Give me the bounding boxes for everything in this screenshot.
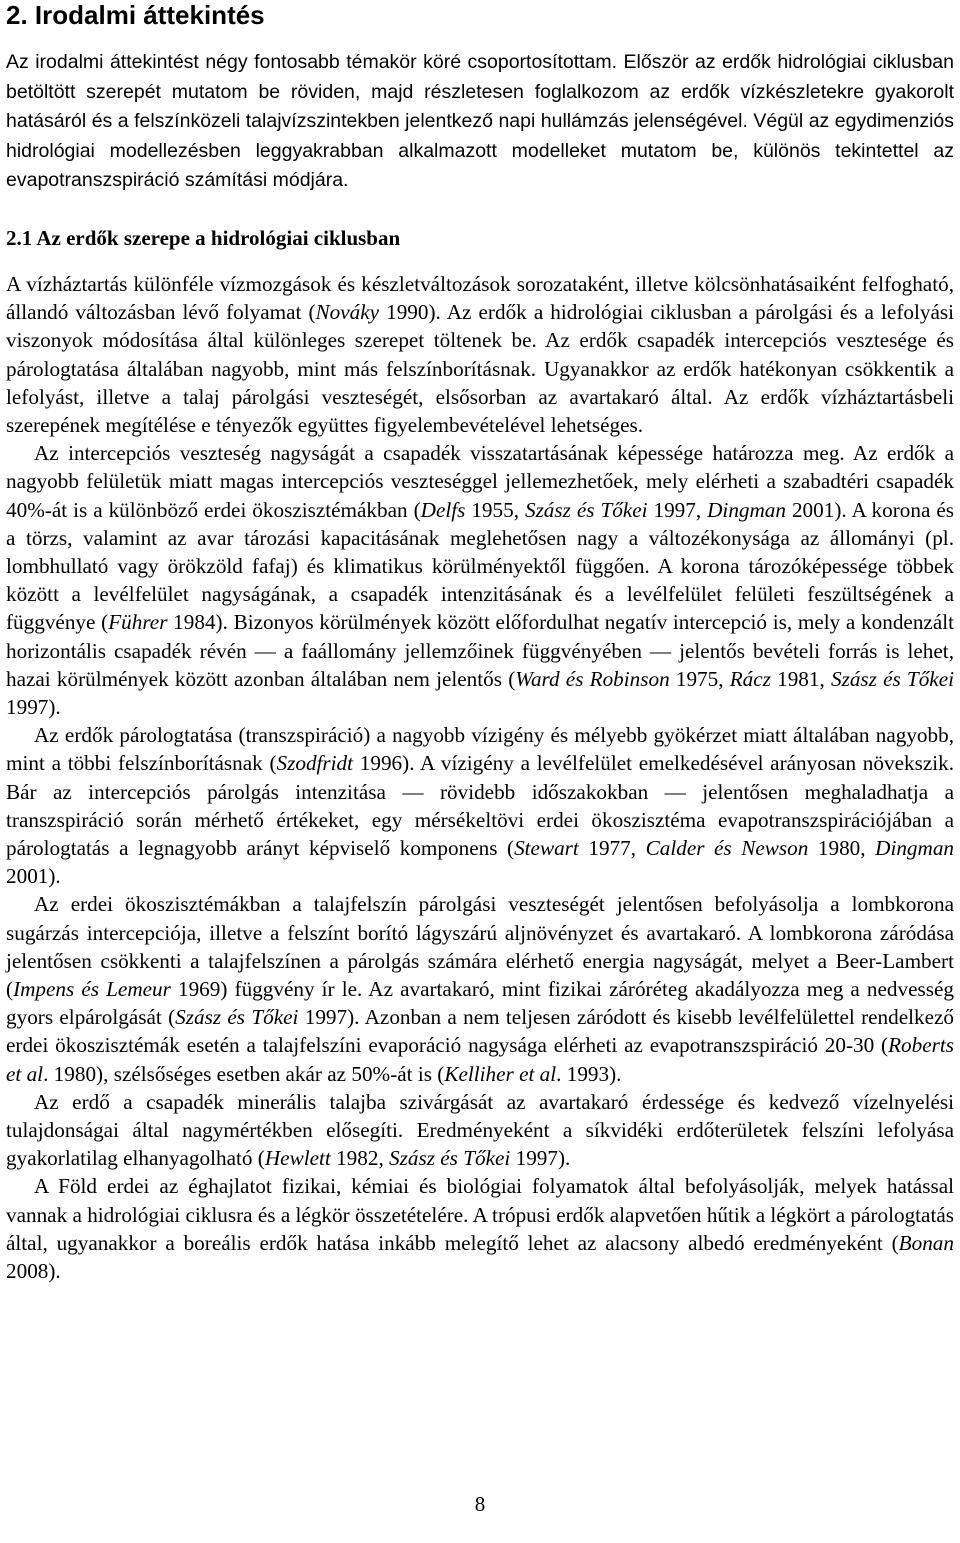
citation-author: Stewart bbox=[514, 836, 579, 861]
paragraph-text: 1997). Azonban a nem teljesen záródott és kisebb levélfelülettel rendelkező erdei ökoszisztémák esetén a talajfelszíni evaporáció nagysága elérheti az evapotranszspiráció 20-30 ( bbox=[6, 1005, 955, 1058]
citation-author: Hewlett bbox=[264, 1146, 331, 1171]
paragraph-text: 1981, bbox=[770, 666, 831, 691]
paragraph-text: Az erdő a csapadék minerális talajba szivárgását az avartakaró érdessége és kedvező vízelnyelési tulajdonságai által nagymértékben elősegíti. Eredményeként a síkvidéki erdőterületek felszíni lefolyása gyakorlatilag elhanyagolható ( bbox=[6, 1089, 954, 1171]
citation-author: Szász és Tőkei bbox=[830, 666, 955, 691]
paragraph-text: 1982, bbox=[330, 1146, 390, 1171]
citation-author: Szász és Tőkei bbox=[524, 497, 648, 522]
citation-author: Ward és Robinson bbox=[515, 666, 670, 691]
paragraph-text: 2008). bbox=[6, 1259, 61, 1284]
paragraph-text: 1997, bbox=[647, 497, 708, 522]
citation-author: Bonan bbox=[898, 1230, 954, 1255]
section-body bbox=[6, 270, 954, 1285]
citation-author: Nováky bbox=[315, 300, 380, 325]
citation-author: Impens és Lemeur bbox=[13, 977, 171, 1002]
paragraph-text: 1990). Az erdők a hidrológiai ciklusban a párolgási és a lefolyási viszonyok módosítása által különleges szerepet töltenek be. Az erdők csapadék intercepciós vesztesége és párologtatása általában nagyobb, mint más felszínborításnak. Ugyanakkor az erdők hatékonyan csökkentik a lefolyást, illetve a talaj párolgási veszteségét, elsősorban az avartakaró által. Az erdők vízháztartásbeli szerepének megítélése e tényezők együttes figyelembevételével lehetséges. bbox=[6, 300, 954, 437]
citation-author: Szász és Tőkei bbox=[389, 1146, 511, 1171]
paragraph-text: A vízháztartás különféle vízmozgások és készletváltozások sorozataként, illetve kölcsönhatásaiként felfogható, állandó változásban lévő folyamat ( bbox=[6, 271, 954, 325]
intro-paragraph: Az irodalmi áttekintést négy fontosabb témakör köré csoportosítottam. Először az erdők hidrológiai ciklusban betöltött szerepét mutatom be röviden, majd részletesen foglalkozom az erdők vízkészletekre gyakorolt hatásáról és a felszínközeli talajvízszintekben jelentkező napi hullámzás jelenségével. Végül az egydimenziós hidrológiai modellezésben leggyakrabban alkalmazott modelleket mutatom be, különös tekintettel az evapotranszspiráció számítási módjára. bbox=[6, 51, 954, 192]
paragraph-text: 1977, bbox=[578, 836, 646, 861]
paragraph-4 bbox=[6, 890, 954, 1087]
paragraph-text: 1980, bbox=[808, 836, 876, 861]
paragraph-text: 1984). Bizonyos körülmények között előfordulhat negatív intercepció is, mely a kondenzált horizontális csapadék révén — a faállomány jellemzőinek függvényében — jelentős bevételi forrás is lehet, hazai körülmények között azonban általában nem jelentős ( bbox=[6, 610, 954, 691]
page-number: 8 bbox=[474, 1492, 486, 1516]
citation-author: Szodfridt bbox=[276, 751, 354, 776]
citation-author: Dingman bbox=[707, 497, 786, 522]
paragraph-text: Az erdei ökoszisztémákban a talajfelszín párolgási veszteségét jelentősen befolyásolja a lombkorona sugárzás intercepciója, illetve a felszínt borító lágyszárú aljnövényzet és avartakaró. A lombkorona záródása jelentősen csökkenti a talajfelszínen a párolgás számára elérhető energia nagyságát, melyet a Beer-Lambert ( bbox=[6, 892, 954, 1002]
paragraph-text: 1996). A vízigény a levélfelület emelkedésével arányosan növekszik. Bár az intercepciós párolgás intenzitása — rövidebb időszakokban — jelentősen meghaladhatja a transzspiráció során mérhető értékeket, egy mérsékeltövi erdei ökoszisztéma evapotranszspirációjában a párologtatás a legnagyobb arányt képviselő komponens ( bbox=[6, 751, 954, 861]
citation-author: Calder és Newson bbox=[645, 836, 809, 861]
citation-author: Rácz bbox=[729, 666, 771, 691]
section-title: 2.1 Az erdők szerepe a hidrológiai ciklusban bbox=[6, 225, 401, 250]
paragraph-text: 1969) függvény ír le. Az avartakaró, mint fizikai záróréteg akadályozza meg a nedvesség gyors elpárolgását ( bbox=[6, 977, 954, 1030]
citation-author: Kelliher et al bbox=[444, 1061, 557, 1086]
citation-author: Dingman bbox=[875, 836, 955, 861]
citation-author: Führer bbox=[108, 610, 168, 635]
paragraph-text: Az erdők párologtatása (transzspiráció) a nagyobb vízigény és mélyebb gyökérzet miatt általában nagyobb, mint a többi felszínborításnak ( bbox=[6, 723, 954, 776]
paragraph-2 bbox=[6, 439, 954, 721]
paragraph-text: A Föld erdei az éghajlatot fizikai, kémiai és biológiai folyamatok által befolyásolják, melyek hatással vannak a hidrológiai ciklusra és a légkör összetételére. A trópusi erdők alapvetően hűtik a légkört a párologtatás által, ugyanakkor a boreális erdők hatása inkább melegítő lehet az alacsony albedó eredményeként ( bbox=[6, 1174, 954, 1255]
chapter-title: 2. Irodalmi áttekintés bbox=[6, 0, 265, 30]
paragraph-text: Az intercepciós veszteség nagyságát a csapadék visszatartásának képessége határozza meg. Az erdők a nagyobb felületük miatt magas intercepciós veszteséggel jellemezhetőek, mely elérheti a szabadtéri csapadék 40%-át is a különböző erdei ökoszisztémákban ( bbox=[6, 441, 954, 522]
paragraph-text: . 1993). bbox=[556, 1061, 622, 1086]
paragraph-3 bbox=[6, 721, 954, 890]
paragraph-text: . 1980), szélsőséges esetben akár az 50%-át is ( bbox=[43, 1061, 445, 1086]
paragraph-text: 1975, bbox=[669, 666, 730, 691]
paragraph-text: 2001). A korona és a törzs, valamint az avar tározási kapacitásának meglehetősen nagy a változékonysága az állományi (pl. lombhullató vagy örökzöld fafaj) és klimatikus körülményektől függően. A korona tározóképessége többek között a levélfelület nagyságának, a csapadék intenzitásának és a levélfelület felületi feszültségének a függvénye ( bbox=[6, 497, 954, 635]
paragraph-text: 1955, bbox=[465, 497, 525, 522]
paragraph-text: 1997). bbox=[510, 1146, 571, 1171]
paragraph-text: 1997). bbox=[6, 695, 61, 720]
citation-author: Roberts et al bbox=[6, 1033, 954, 1086]
paragraph-text: 2001). bbox=[6, 864, 61, 889]
document-page bbox=[6, 0, 954, 1285]
citation-author: Delfs bbox=[420, 497, 466, 522]
paragraph-1 bbox=[6, 270, 954, 439]
paragraph-6 bbox=[6, 1172, 954, 1285]
citation-author: Szász és Tőkei bbox=[175, 1005, 299, 1030]
paragraph-5 bbox=[6, 1088, 954, 1173]
